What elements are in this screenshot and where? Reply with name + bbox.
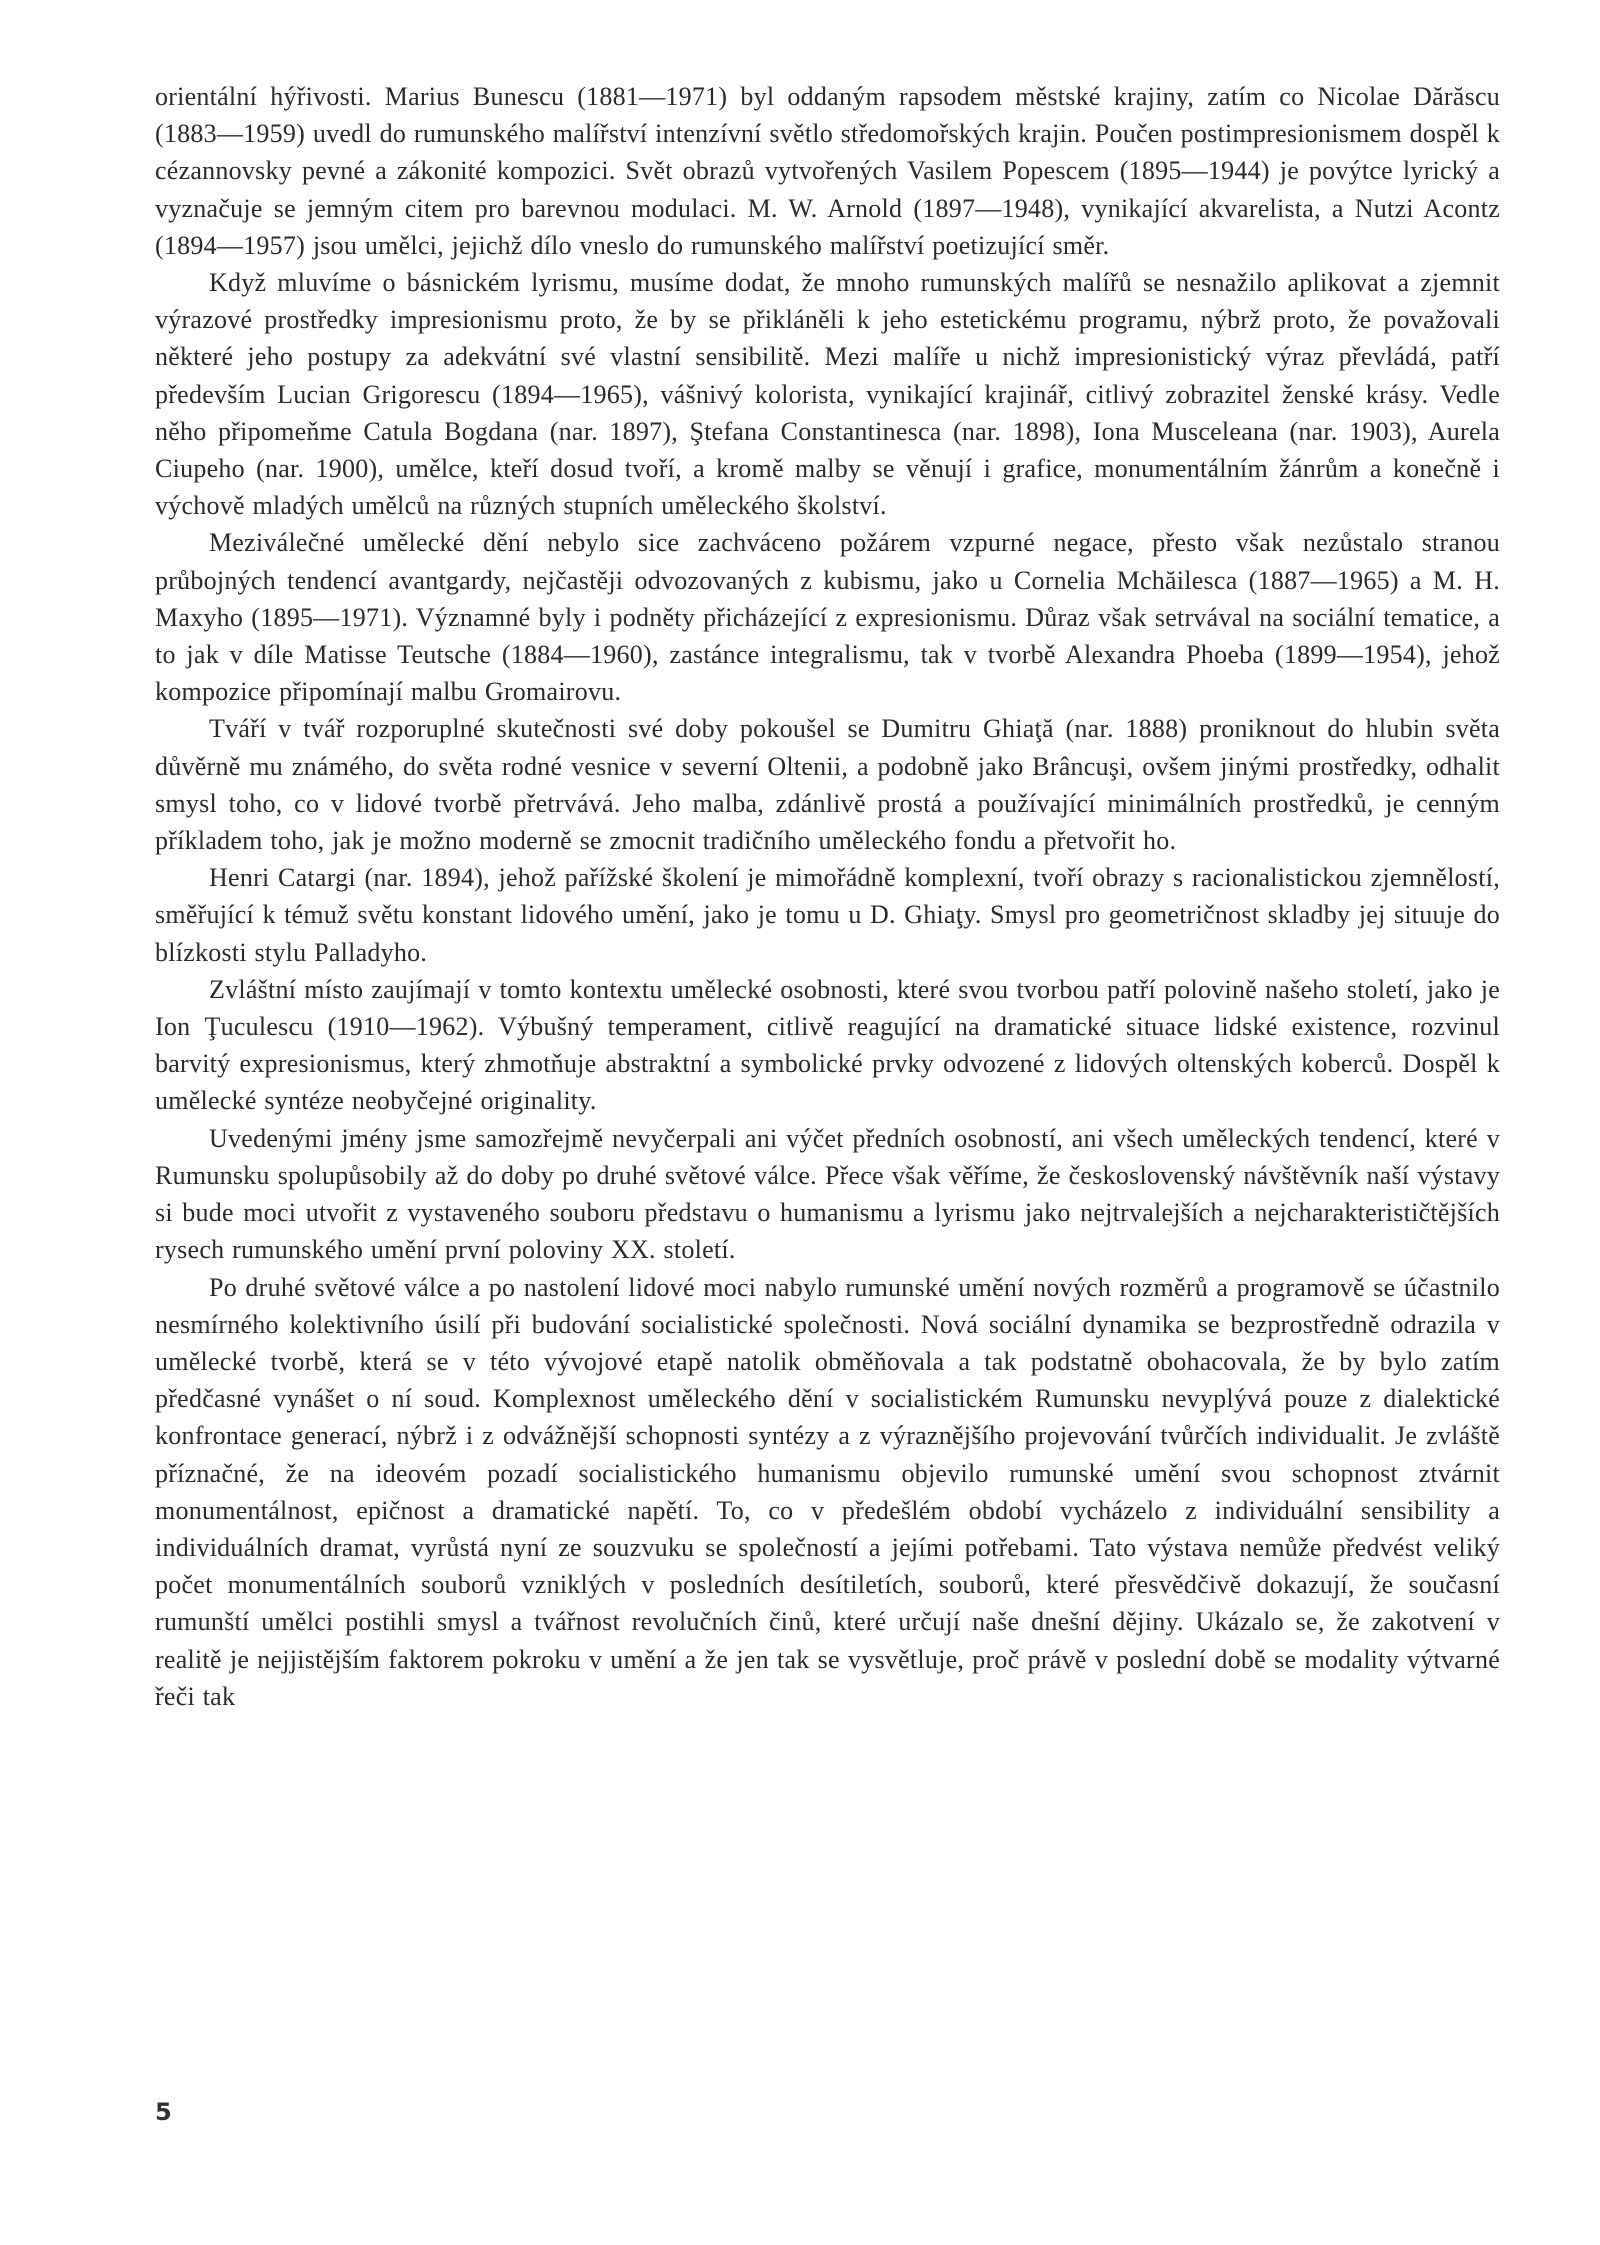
paragraph-8: Po druhé světové válce a po nastolení lidové moci nabylo rumunské umění nových rozměrů a programově se účastnilo nesmírného kolektivního úsilí při budování socialistické společnosti. Nová sociální dynamika se bezprostředně odrazila v umělecké tvorbě, která se v této vývojové etapě natolik obměňovala a tak podstatně obohacovala, že by bylo zatím předčasné vynášet o ní soud. Komplexnost uměleckého dění v socialistickém Rumunsku nevyplývá pouze z dialektické konfrontace generací, nýbrž i z odvážnější schopnosti syntézy a z výraznějšího projevování tvůrčích individualit. Je zvláště příznačné, že na ideovém pozadí socialistického humanismu objevilo rumunské umění svou schopnost ztvárnit monumentálnost, epičnost a dramatické napětí. To, co v předešlém období vycházelo z individuální sensibility a individuálních dramat, vyrůstá nyní ze souzvuku se společností a jejími potřebami. Tato výstava nemůže předvést veliký počet monumentálních souborů vzniklých v posledních desítiletích, souborů, které přesvědčivě dokazují, že současní rumunští umělci postihli smysl a tvářnost revolučních činů, které určují naše dnešní dějiny. Ukázalo se, že zakotvení v realitě je nejjistějším faktorem pokroku v umění a že jen tak se vysvětluje, proč právě v poslední době se modality výtvarné řeči tak — [155, 1272, 1500, 1711]
paragraph-1: orientální hýřivosti. Marius Bunescu (1881—1971) byl oddaným rapsodem městské krajiny, zatím co Nicolae Dărăscu (1883—1959) uvedl do rumunského malířství intenzívní světlo středomořských krajin. Poučen postimpresionismem dospěl k cézannovsky pevné a zákonité kompozici. Svět obrazů vytvořených Vasilem Popescem (1895—1944) je povýtce lyrický a vyznačuje se jemným citem pro barevnou modulaci. M. W. Arnold (1897—1948), vynikající akvarelista, a Nutzi Acontz (1894—1957) jsou umělci, jejichž dílo vneslo do rumunského malířství poetizující směr. — [155, 82, 1500, 260]
paragraph-4: Tváří v tvář rozporuplné skutečnosti své doby pokoušel se Dumitru Ghiaţă (nar. 1888) proniknout do hlubin světa důvěrně mu známého, do světa rodné vesnice v severní Oltenii, a podobně jako Brâncuşi, ovšem jinými prostředky, odhalit smysl toho, co v lidové tvorbě přetrvává. Jeho malba, zdánlivě prostá a používající minimálních prostředků, je cenným příkladem toho, jak je možno moderně se zmocnit tradičního uměleckého fondu a přetvořit ho. — [155, 714, 1500, 856]
page-number: 5 — [155, 2098, 172, 2126]
paragraph-6: Zvláštní místo zaujímají v tomto kontextu umělecké osobnosti, které svou tvorbou patří polovině našeho století, jako je Ion Ţuculescu (1910—1962). Výbušný temperament, citlivě reagující na dramatické situace lidské existence, rozvinul barvitý expresionismus, který zhmotňuje abstraktní a symbolické prvky odvozené z lidových oltenských koberců. Dospěl k umělecké syntéze neobyčejné originality. — [155, 974, 1500, 1116]
paragraph-5: Henri Catargi (nar. 1894), jehož pařížské školení je mimořádně komplexní, tvoří obrazy s racionalistickou zjemnělostí, směřující k témuž světu konstant lidového umění, jako je tomu u D. Ghiaţy. Smysl pro geometričnost skladby jej situuje do blízkosti stylu Palladyho. — [155, 863, 1500, 967]
paragraph-7: Uvedenými jmény jsme samozřejmě nevyčerpali ani výčet předních osobností, ani všech uměleckých tendencí, které v Rumunsku spolupůsobily až do doby po druhé světové válce. Přece však věříme, že československý návštěvník naší výstavy si bude moci utvořit z vystaveného souboru představu o humanismu a lyrismu jako nejtrvalejších a nejcharakterističtějších rysech rumunského umění první poloviny XX. století. — [155, 1123, 1500, 1265]
paragraph-2: Když mluvíme o básnickém lyrismu, musíme dodat, že mnoho rumunských malířů se nesnažilo aplikovat a zjemnit výrazové prostředky impresionismu proto, že by se přikláněli k jeho estetickému programu, nýbrž proto, že považovali některé jeho postupy za adekvátní své vlastní sensibilitě. Mezi malíře u nichž impresionistický výraz převládá, patří především Lucian Grigorescu (1894—1965), vášnivý kolorista, vynikající krajinář, citlivý zobrazitel ženské krásy. Vedle něho připomeňme Catula Bogdana (nar. 1897), Ştefana Constantinesca (nar. 1898), Iona Musceleana (nar. 1903), Aurela Ciupeho (nar. 1900), umělce, kteří dosud tvoří, a kromě malby se věnují i grafice, monumentálním žánrům a konečně i výchově mladých umělců na různých stupních uměleckého školství. — [155, 268, 1500, 521]
page-body — [155, 78, 1500, 1715]
paragraph-3: Meziválečné umělecké dění nebylo sice zachváceno požárem vzpurné negace, přesto však nezůstalo stranou průbojných tendencí avantgardy, nejčastěji odvozovaných z kubismu, jako u Cornelia Mchăilesca (1887—1965) a M. H. Maxyho (1895—1971). Významné byly i podněty přicházející z expresionismu. Důraz však setrvával na sociální tematice, a to jak v díle Matisse Teutsche (1884—1960), zastánce integralismu, tak v tvorbě Alexandra Phoeba (1899—1954), jehož kompozice připomínají malbu Gromairovu. — [155, 528, 1500, 707]
